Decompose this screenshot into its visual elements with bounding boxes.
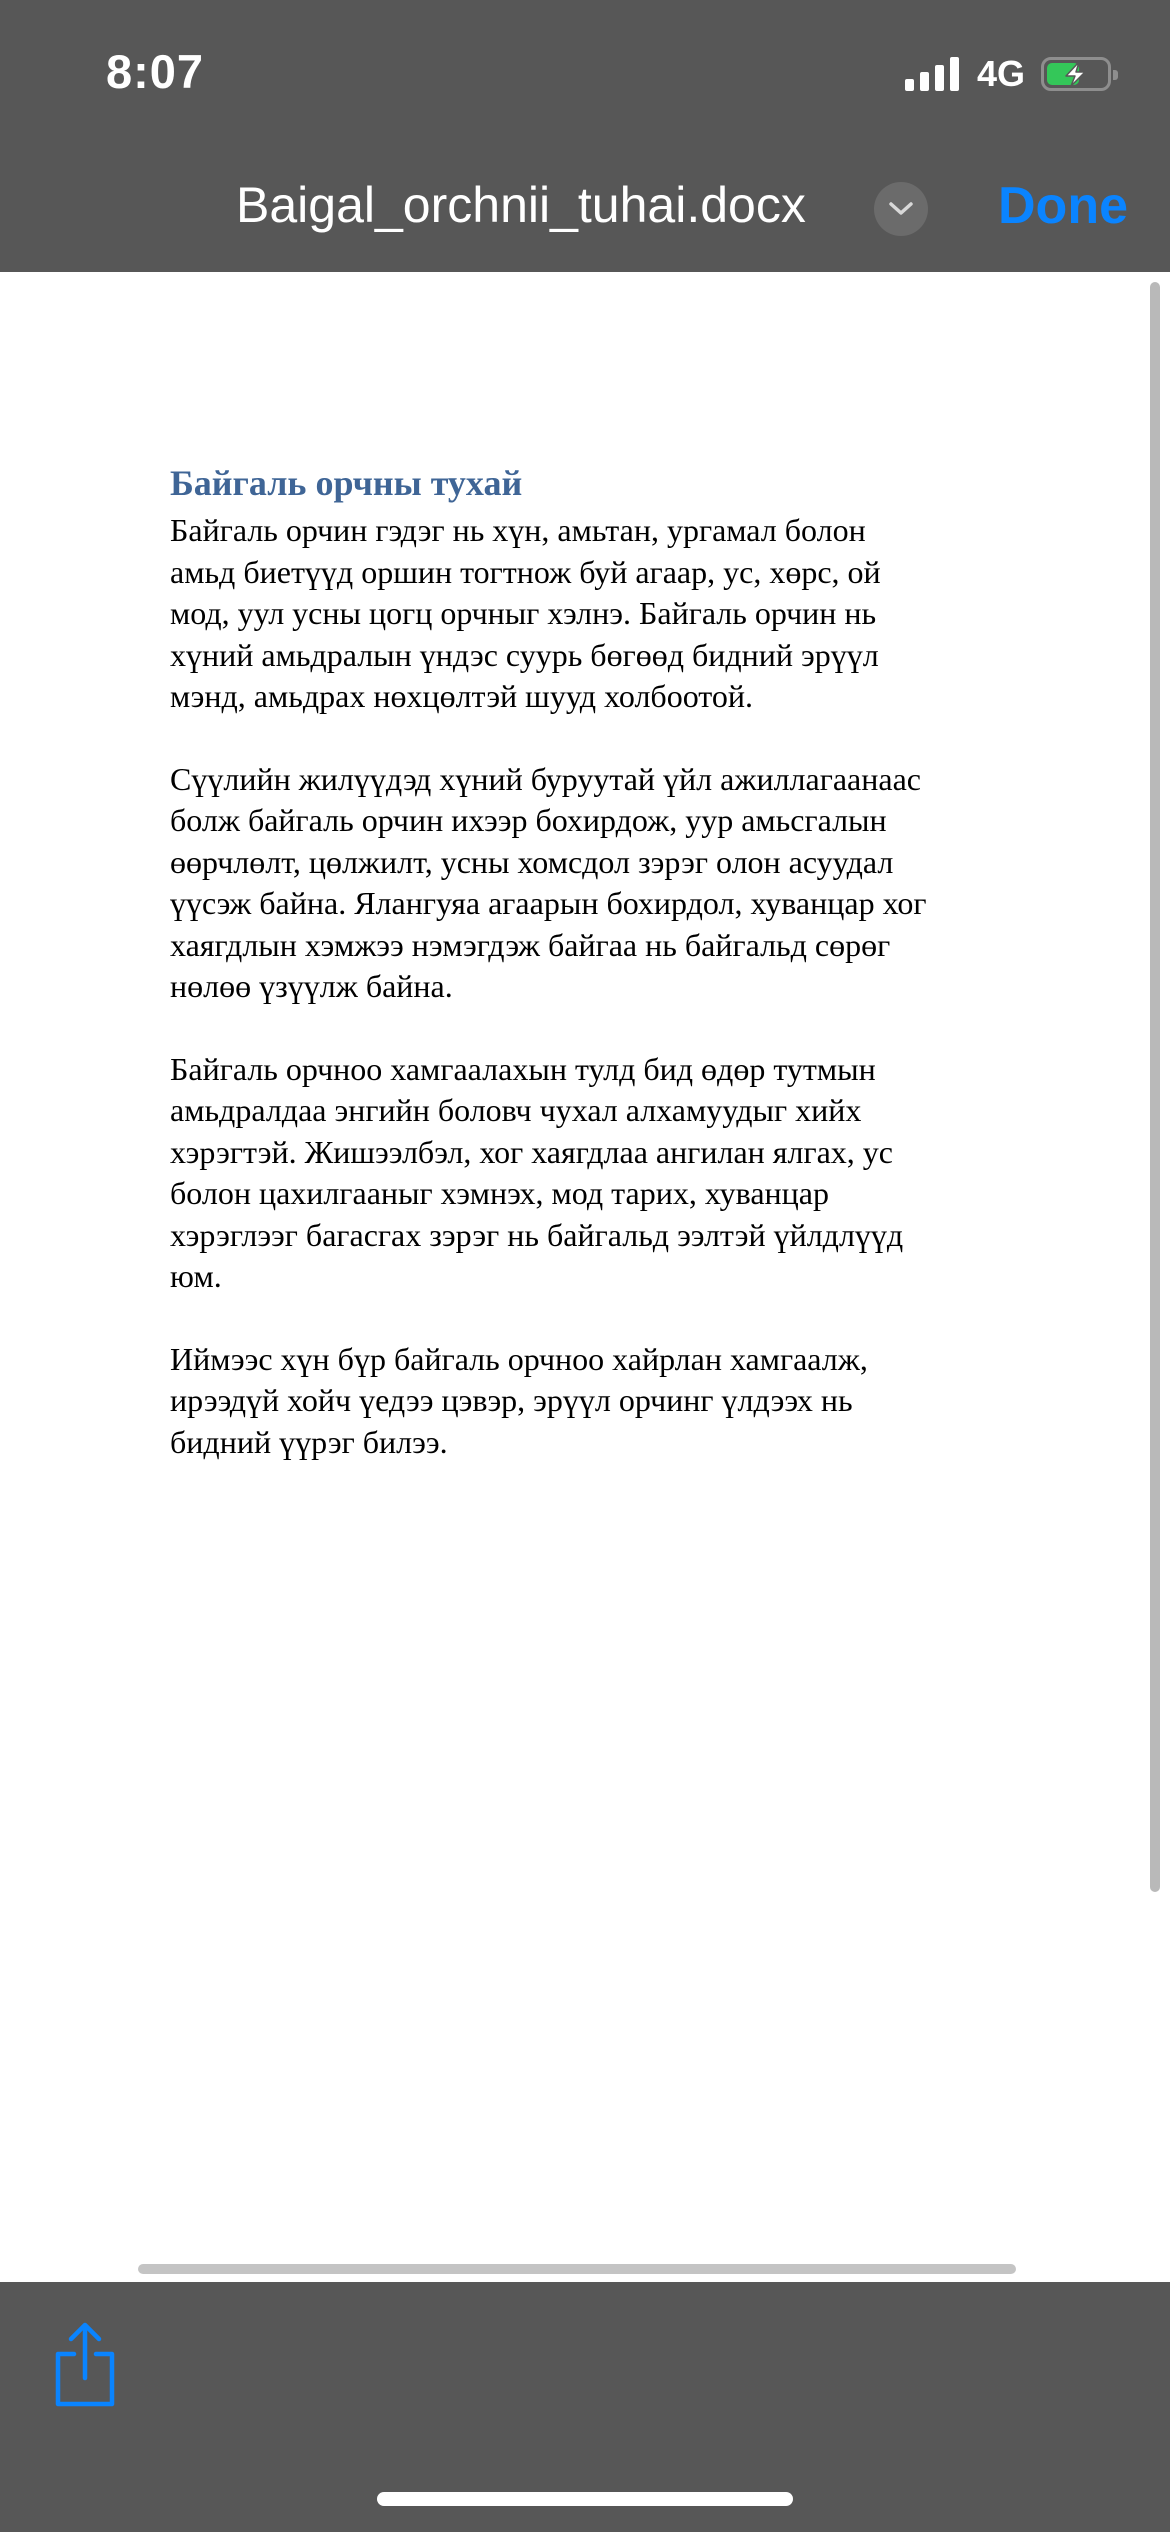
signal-icon (905, 57, 959, 91)
document-paragraph: Байгаль орчноо хамгаалахын тулд бид өдөр тутмын амьдралдаа энгийн боловч чухал алхамуудыг хийх хэрэгтэй. Жишээлбэл, хог хаягдлаа ангилан ялгах, ус болон цахилгааныг хэмнэх, мод тарих, хуванцар хэрэглээг багасгах зэрэг нь байгальд ээлтэй үйлдлүүд юм. (170, 1050, 904, 1294)
chevron-down-icon (888, 201, 914, 217)
top-chrome (0, 0, 1170, 272)
document-paragraph: Сүүлийн жилүүдэд хүний буруутай үйл ажиллагаанаас болж байгаль орчин ихээр бохирдож, уур амьсгалын өөрчлөлт, цөлжилт, усны хомсдол зэрэг олон асуудал үүсэж байна. Ялангуяа агаарын бохирдол, хуванцар хог хаягдлын хэмжээ нэмэгдэж байгаа нь байгальд сөрөг нөлөө үзүүлж байна. (170, 760, 927, 1004)
battery-icon (1041, 57, 1111, 91)
bottom-toolbar (0, 2282, 1170, 2532)
home-indicator[interactable] (377, 2492, 793, 2506)
done-button[interactable]: Done (998, 177, 1128, 235)
share-button[interactable] (50, 2322, 120, 2412)
vertical-scrollbar[interactable] (1150, 282, 1160, 1892)
status-time: 8:07 (106, 45, 205, 98)
horizontal-scrollbar[interactable] (138, 2264, 1016, 2274)
document-paragraph: Байгаль орчин гэдэг нь хүн, амьтан, ургамал болон амьд биетүүд оршин тогтнож буй агаар, ус, хөрс, ой мод, уул усны цогц орчныг хэлнэ. Байгаль орчин нь хүний амьдралын үндэс суурь бөгөөд бидний эрүүл мэнд, амьдрах нөхцөлтэй шууд холбоотой. (170, 512, 881, 714)
battery-cap (1113, 70, 1118, 80)
share-icon (50, 2322, 120, 2412)
document-title: Baigal_orchnii_tuhai.docx (236, 177, 806, 233)
document-viewer[interactable] (0, 272, 1170, 2282)
charging-bolt-icon (1044, 60, 1108, 88)
document-page (170, 462, 1020, 1504)
document-heading: Байгаль орчны тухай (170, 463, 523, 503)
title-menu-button[interactable] (874, 182, 928, 236)
document-paragraph: Иймээс хүн бүр байгаль орчноо хайрлан хамгаалж, ирээдүй хойч үедээ цэвэр, эрүүл орчинг үлдээх нь бидний үүрэг билээ. (170, 1340, 868, 1460)
status-indicators (905, 50, 1111, 98)
network-label: 4G (977, 53, 1026, 94)
